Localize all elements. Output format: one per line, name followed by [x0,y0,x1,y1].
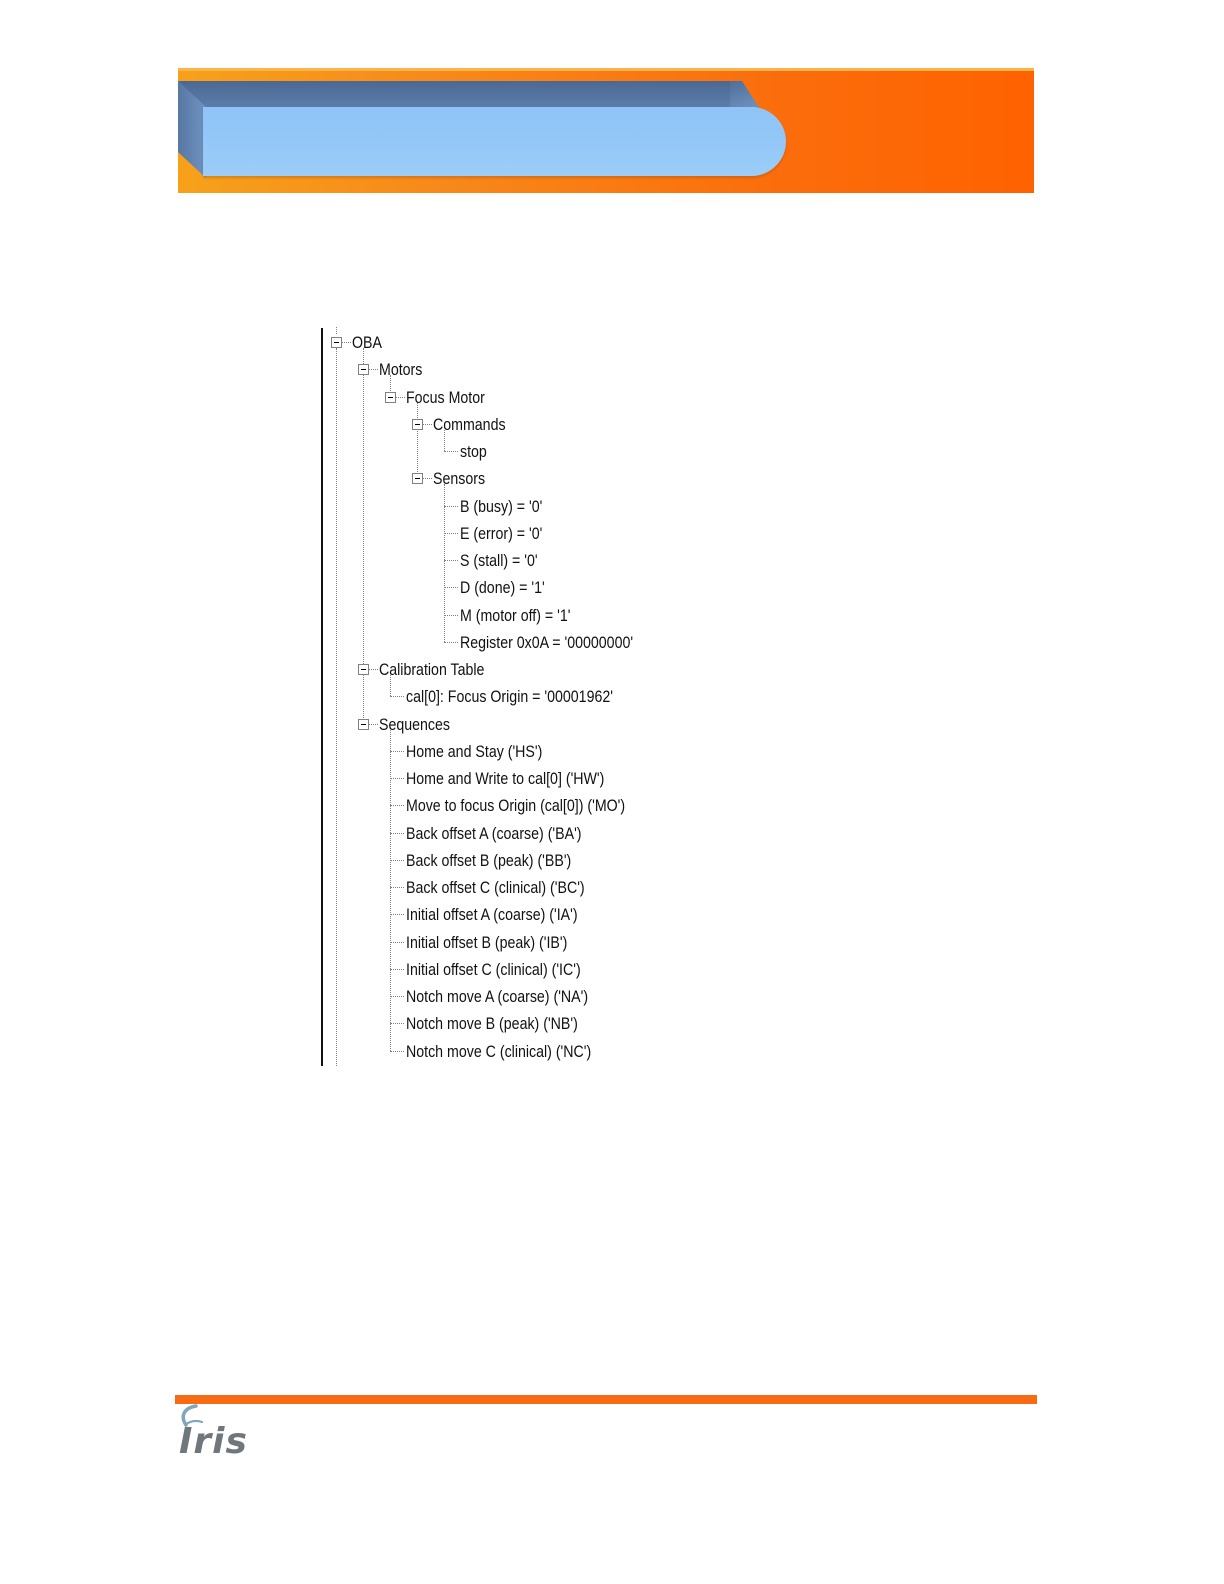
tree-node[interactable]: Notch move A (coarse) ('NA') [406,988,589,1006]
connector-line [444,587,458,588]
connector-line [390,996,404,997]
connector-line [390,833,404,834]
tree-node[interactable]: Move to focus Origin (cal[0]) ('MO') [406,797,626,816]
tree-node[interactable]: Initial offset C (clinical) ('IC') [406,960,581,979]
tree-node[interactable]: Back offset B (peak) ('BB') [406,851,572,870]
expand-toggle-icon[interactable] [412,419,423,430]
connector-line [369,724,378,725]
connector-line [423,424,432,425]
expand-toggle-icon[interactable] [358,664,369,675]
tree-node[interactable]: Commands [433,415,506,434]
connector-line [390,696,404,697]
expand-toggle-icon[interactable] [358,364,369,375]
connector-line [396,397,405,398]
expand-toggle-icon[interactable] [331,337,342,348]
tree-node[interactable]: Notch move B (peak) ('NB') [406,1015,578,1034]
tree-node[interactable]: OBA [352,334,382,352]
connector-line [444,642,458,643]
tree-node[interactable]: Back offset C (clinical) ('BC') [406,879,585,897]
tree-node[interactable]: Motors [379,361,423,380]
tree-node[interactable]: Home and Stay ('HS') [406,742,543,761]
tree-node[interactable]: Notch move C (clinical) ('NC') [406,1042,592,1061]
connector-line [369,369,378,370]
connector-line [342,342,351,343]
tree-node[interactable]: B (busy) = '0' [460,497,543,516]
guide-line [417,403,418,479]
tree-node[interactable]: Initial offset B (peak) ('IB') [406,933,568,952]
connector-line [390,778,404,779]
tree-node[interactable]: E (error) = '0' [460,524,543,543]
tree-node[interactable]: Focus Motor [406,388,485,407]
connector-line [390,805,404,806]
connector-line [423,478,432,479]
footer-bar [175,1395,1037,1404]
tree-node[interactable]: D (done) = '1' [460,579,545,598]
connector-line [390,969,404,970]
expand-toggle-icon[interactable] [358,719,369,730]
connector-line [390,860,404,861]
tree-node[interactable]: Sensors [433,470,486,489]
connector-line [444,560,458,561]
tree-node[interactable]: M (motor off) = '1' [460,606,571,625]
tree-node[interactable]: Home and Write to cal[0] ('HW') [406,770,605,788]
guide-line [336,348,337,1066]
tree-node[interactable]: cal[0]: Focus Origin = '00001962' [406,688,613,707]
logo-text: Iris [179,1421,248,1462]
tree-node[interactable]: Initial offset A (coarse) ('IA') [406,906,578,925]
tree-node[interactable]: Sequences [379,715,451,734]
tree-node[interactable]: Calibration Table [379,661,485,679]
connector-line [390,942,404,943]
connector-line [390,914,404,915]
expand-toggle-icon[interactable] [412,473,423,484]
connector-line [390,1023,404,1024]
connector-line [444,451,458,452]
connector-line [444,533,458,534]
connector-line [444,615,458,616]
tree-node[interactable]: stop [460,443,487,461]
expand-toggle-icon[interactable] [385,392,396,403]
tree-left-border [321,328,323,1066]
tree-node[interactable]: Back offset A (coarse) ('BA') [406,824,582,843]
connector-line [390,751,404,752]
connector-line [369,669,378,670]
tree-node[interactable]: Register 0x0A = '00000000' [460,633,634,652]
tree-node[interactable]: S (stall) = '0' [460,552,538,570]
connector-line [390,887,404,888]
guide-line [336,327,337,334]
connector-line [444,506,458,507]
connector-line [390,1051,404,1052]
iris-logo [176,1404,246,1470]
guide-line [444,484,445,642]
